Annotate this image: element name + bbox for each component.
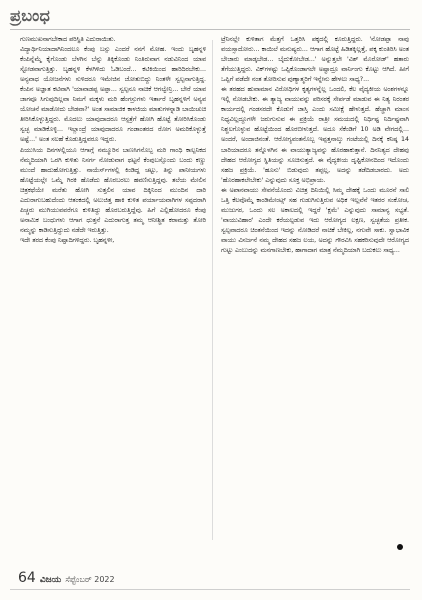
column-divider (212, 40, 213, 540)
page-footer (18, 570, 115, 586)
header-divider (10, 29, 410, 30)
end-of-article-icon (397, 544, 403, 550)
issue-date: ಸೆಪ್ಟೆಂಬರ್ 2022 (65, 575, 115, 584)
article-column-left: ಗುಣಮುಖನಾಗಬೇಕಾದ ಪರಿಸ್ಥಿತಿ ಎದುರಾಯಿತು. ವಿದ್ಯಾರ್ಥಿನಿಯಾದಾಗಿನಿಂದಲೂ ಕೆಂಪು ಬಸ್ಸು ಎಂದರೆ ನನಗೆ ಮೋಹ. ಇಂದು ಬೃಹನ್ನಳಿ ಕೆಂಪಿನ್ನೆಮ್ಮೆ ಕೈಗೊಂಡು ಬೆಳಗಿನ ಬೆನ್ನು ತಿಕ್ಕಿಕೊಂಡು ನಿಂತಿರುವಾಗ ನಡುವಿನಿಂದ ಯಾವ ಸ್ಟೋಡವಾಗುತ್ತಿತ್ತು. ಬೃಹನ್ನಳಿ ಕೆಳಗಿಳಿದು ಓಡಿಬಂದೆ... ಕಟಿಕಿಯಿಂದ ಹಾರಿದಿರಬೇಕು... ಅನ್ಯವಾಧ ಯೋಜನೆಗಳು ಸುಳಿದರೂ ಇಮೇಜಿನ ಜೋತುಬಿದ್ದು ನಿಂತಳೇ ಸ್ವಲ್ಪನಾಗುತ್ತಿದ್ದ. ಕೆಂಪಿನ ಅಜ್ಞಾತ ಕಟಿವಾಗಿ 'ಯಾವಾಡಪ್ಪ ಅಪ್ಪಾ... ಸ್ವಲ್ಪನೂ ನಾಚಿಕೆ ಆಗಲ್ವೇನ್ರಿ... ಬೇರೆ ಯಾವ ಜಾಗವೂ ಸಿಗುವುದಿಲ್ಲವಾ ನಿಮಗೆ ಮಕ್ಕಳು ಮರಿ ಹೆಂಗಸ್ರುಗಳು ಇರ್ತಾರೆ ಬೃಹನ್ನಳಿಗೆ ಅನ್ಯವ ಯೋಚನೆ ಮಾಡೋದು ಬೇಡವಾ?' ಅಂತ ಸಾಮಾಜಿಕ ಕಾಳಜಿಯ ಮಾತುಗಳನ್ನಾಡಿ ಬಾಯಿಚುಚಿ ತೀರಿಸಿಕೊಳ್ಳುತ್ತಿದ್ದರು. ಮೊದಲು ಯಾವುದಾದರೂ ಆಸ್ಪತ್ರೆಗೆ ಹೋಗಿ ಹೊಟ್ಟೆ ತೋರಿಸಿಕೊಂಡು ಸ್ವಚ್ಛ ಮಾಡಿಕೊಳ್ಳಿ... ಇಲ್ಲಾಂದ್ರೆ ಯಾವುದಾದರೂ ಗಂಡಾಂತರದ ರೋಗ ಅಮರಿಕೊಳ್ಳುತ್ತೆ ಅಷ್ಟೆ...' ಅಂತ ಸಲಹೆ ಕೊಡುತ್ತಿದ್ದವರೂ ಇದ್ದರು. ಪಿಯುಸಿಯ ದಿನಗಳಲ್ಲಿಯೂ ಆಗಾಗ್ಗೆ ನಮ್ಮೂರಿನ ಬಾಣಸಿಗನೊಬ್ಬ ಮರಿ ಗಾಂಧಿ ಕಾಲ್ಪನಿಕದ ನೆಮ್ಮದಿಯಾಗಿ ಒರಗಿ ಕುಳಿತು ನಿಸರ್ಗ ನೋಡುವಾಗ ಥಟ್ಟನೆ ಕೆಂಪುಬಸ್ಸೊಂದು ಬಂದು ಕಣ್ಣು ಮುಂದೆ ಹಾದುಹೋಗುತ್ತಿತ್ತು. ನಾಯೆರ್ಸ್‌ಗಳಲ್ಲಿ ಕಿಂಡಿದ್ದ ಚಟ್ಟು, ತಿನ್ನು ಪಾನೀಯಗಳು ಹೊಟ್ಟೆಯಲ್ಲೇ ಒಮ್ಮೆ ಗಿರಕಿ ಹೊಡೆದು ಹೊರಬರಲು ಹವಣಿಸುತ್ತಿದ್ದವು. ತಲೆಯ ಮೇಲಿನ ಚಿತ್ರಕಥೆಯೇ ಮರೆತು ಹೋಗಿ ಸುತ್ತಲಿನ ಯಾವ ದಿಕ್ಕಿನಿಂದ ಮುಂದಿನ ದಾರಿ ಎದುರಾಗುಬಹುದೆಂದು ಆತಂಕದಲ್ಲಿ ಅಲುಜಿತ್ತ ಹಾಕಿ ಕುಳಿತ ಪರ್ಯಾಯವಾಗಿಗಳ ಸಪ್ಪದರಾಗಿ ಪಿಚ್ಚರು ಮುಗಿಯುವವರೆಗೂ ಕುಳಿತಿದ್ದು ಹೊರಬರುತ್ತಿದ್ದೆವು. ಹಿಗೆ ಎಲ್ಲಿಹೋದರೂ ಕೆಂಪು ಅನಾಮಿಕ ಬಂಧುಗಳು ಆಗಾಗ ಧುತ್ತನೆ ಎದುರಾಗುತ್ತ ತಮ್ಮ ಆನೀಶ್ಚಿತ ಕರಾಮತ್ತು ತೋರಿ ನಮ್ಮನ್ನು ಕಾಡಿಸುತ್ತಿದ್ದುದು ನಡೆದೇ ಇರುತ್ತಿತ್ತು. ಇದೇ ತರದ ಕೆಂಪು ನಿಷ್ಪಾದಿಗಳಿದ್ದರು. ಬೃಹನ್ನಳೀ, (20, 36, 206, 244)
page-number: 64 (18, 570, 36, 586)
footer-divider (10, 589, 410, 590)
article-column-right: ಟ್ರೆನಿನಲ್ಲೇ ಕುಳಿತಾಗ ಮೆತ್ತಗೆ ಒತ್ತರಿಸಿ ಪಕ್ಕದಲ್ಲಿ ಕೂರುತ್ತಿದ್ದರು. 'ನೋಡಪ್ಪಾ ನಾವು ವಯಸ್ಸಾದೋರು... ಕಾಯಿಲೆ ಮನುಷ್ಯರು... ಆಗಾಗ ಹೊಟ್ಟೆ ಹಿಡಿತಕ್ಕಿಲ್ಲತ್ತೆ, ಪಕ್ಕ ಕುಂತಿರಿಸಿ ಅಂತ ಬೇಜಾರು ಮಾಡ್ಕಬೇಡ... ಬೈದುಕೋಬೇಡ...' ಅನ್ನುತ್ತಲೇ 'ವಿಶ್ ಮೊರೋಡ್' ಹತಾರು ತೆಗೆಯುತ್ತಿದ್ದರು. ವಿಕ್‌ಗಳಷ್ಟು ಒಪ್ಪಿಕೊಂಡಾಗಲೇ ಅಷ್ಟಾದ್ರೂ ವಾರ್ನಿಂಗು ಕೊಟ್ಟು ಆಗಿದೆ. ಹೀಗೆ ಒಪ್ಪಿಗೆ ಪಡೆದೇ ನಂತ ತೋರಿಸುವ ಪುಣ್ಯಾತ್ಮರಿಗೆ ಇನ್ನೇನು ಹೇಳಲು ಸಾಧ್ಯ?... ಈ ತರಹದ ಹುವಾಮಾನ ವಿರೋಧಿಗಳ ಕೃತ್ಯಗಳನ್ನೆಲ್ಲ ಒಂದಲಿ, ಕೆಲ ವೈದ್ಯಕೀಯ ಅಂಶಗಳನ್ನೂ ಇಲ್ಲಿ ನೋಡಬೇಕು. ಈ ತ್ಯಾಜ್ಯ ವಾಯುವನ್ನು ಪರಿಸರಕ್ಕೆ ಸೇರ್ಪಡೆ ಮಾಡುವ ಈ ನಿತ್ಯ ನಿರಂತರ ಕಾರ್ಯದಲ್ಲಿ ಗಂಡಸರದೇ ಕೊಡುಗೆ ಜಾಸ್ತಿ ಎಂದು ಸಮೀಕ್ಷೆ ಹೇಳುತ್ತದೆ. ಹೆಚ್ಚಾಗಿ ಮಾಂಸ ನಿಧ್ಯವಿಲ್ಲದ್ದೂಗಳೇ ಜರುಗುಸುವ ಈ ಪ್ರಕ್ರಿಯೆ ರಾತ್ರೀ ಸಮಯದಲ್ಲಿ ನಿರ್ಧಿಷ್ಟ ನಿರ್ದಿಷ್ಟವಾಗಿ ನಿಶ್ಚಲಗೊಳ್ಳುವ ಹೊಟ್ಟೆಯಿಂದ ಹೊರಬೀಳುತ್ತದೆ. ಅದೂ ಸೆಕೆಂಡಿಗೆ 10 ಅಡಿ ವೇಗದಲ್ಲಿ... ಅಂದರೆ, ಅಂದಾಜಿನಂತೆ. ಆರೋಗ್ಯವಂತನೊಬ್ಬ ಇಪ್ಪತ್ತನಾಲ್ಕು ಗಂಟೆಯಲ್ಲಿ ದಿನಕ್ಕೆ ಕನಿಷ್ಠ 14 ಬಾರಿಯಾದರೂ ತನ್ನೊಳಗಿನ ಈ ವಾಯುತ್ಯಾಜ್ಯವನ್ನು ಹೊರಹಾಕುತ್ತಾನೆ. ದಿನನಿತ್ಯದ ದೇಹವು ದೇಹದ ಆರೋಗ್ಯದ ಸ್ಥಿತಿಯನ್ನು ಸೂಚಿಸುತ್ತದೆ. ಈ ವೈದ್ಯಕೀಯ ದೃಷ್ಟಿಕೋನದಿಂದ ಇದೊಂದು ಸಹಜ ಪ್ರಕ್ರಿಯೆ. 'ಹೂಸು' ಬಿಡುವುದು ತಪ್ಪಲ್ಲ, ಅದನ್ನು ತಡೆದಿಡಬಾರದು. ಅದು 'ಹೊರಹಾಕಲೇಬೇಕು' ಎನ್ನುವುದು ಸೂಕ್ತ ಅಭಿಪ್ರಾಯ. ಈ ಅಪಾನವಾಯು ಸೇವನೆಯೊಂದು ವಿಚಿತ್ರ ದಿನಿಯಿಲ್ಲಿ ಸಿಮ್ಮ ದೇಹಕ್ಕೆ ಒಂದು ಮೂರನೆ ಸಾಲಿ ಒತ್ತಿ ಕೆಲವೊಮ್ಮೆ ಕಾಂಡಿಮೇಂಟ್ಸ್ ಸಹ ಗುಡುಗಿಸುತ್ತಿರುವ ಅಧಿಕ ಇಲ್ಲವೆನೆ ಇತರರ ಸಂಕೋಚ, ಮುಜುಗರ, ಒಂದು ಸಲ ಅಕಾಲದಲ್ಲಿ ಇದ್ದರೆ 'ಕ್ಷಮೆ' ಎನ್ನುವುದು ಸಾಮಾನ್ಯ ಸಭ್ಯತೆ. 'ವಾಯುವಿಹಾರ' ಎಂದೇ ಕರೆಯಲ್ಪಡುವ ಇದು ಆರೋಗ್ಯದ ಲಕ್ಷಣ, ಸ್ವಚ್ಛತೆಯ ಪ್ರತೀಕ. ಸ್ವಲ್ಪವಾದರೂ ಚಿಂತನೆಯಿಂದ ಇದನ್ನು ನೋಡಿದರೆ ನಾಚಿಕೆ ಬೇಕಿಲ್ಲ, ನಗುವೇ ಸಾಕು. ಸ್ವಾಭಾವಿಕ ವಾಯು ವಿಸರ್ಜನೆ ನಮ್ಮ ದೇಹದ ಸಹಜ ಲಯ, ಅದನ್ನು ಗೌರವಿಸಿ ಸಹಕರಿಸುವುದೇ ಆರೋಗ್ಯದ ಗುಟ್ಟು ಎಂಬುದನ್ನು ಮನಗಾಣಬೇಕು, ಹಾಗಾದಾಗ ಮಾತ್ರ ನೆಮ್ಮದಿಯಾಗಿ ಬದುಕಲು ಸಾಧ್ಯ... (221, 36, 409, 254)
section-header (10, 6, 50, 26)
section-title: ಪ್ರಬಂಧ (10, 6, 51, 25)
magazine-name: ವಿಜಯ (39, 575, 62, 585)
